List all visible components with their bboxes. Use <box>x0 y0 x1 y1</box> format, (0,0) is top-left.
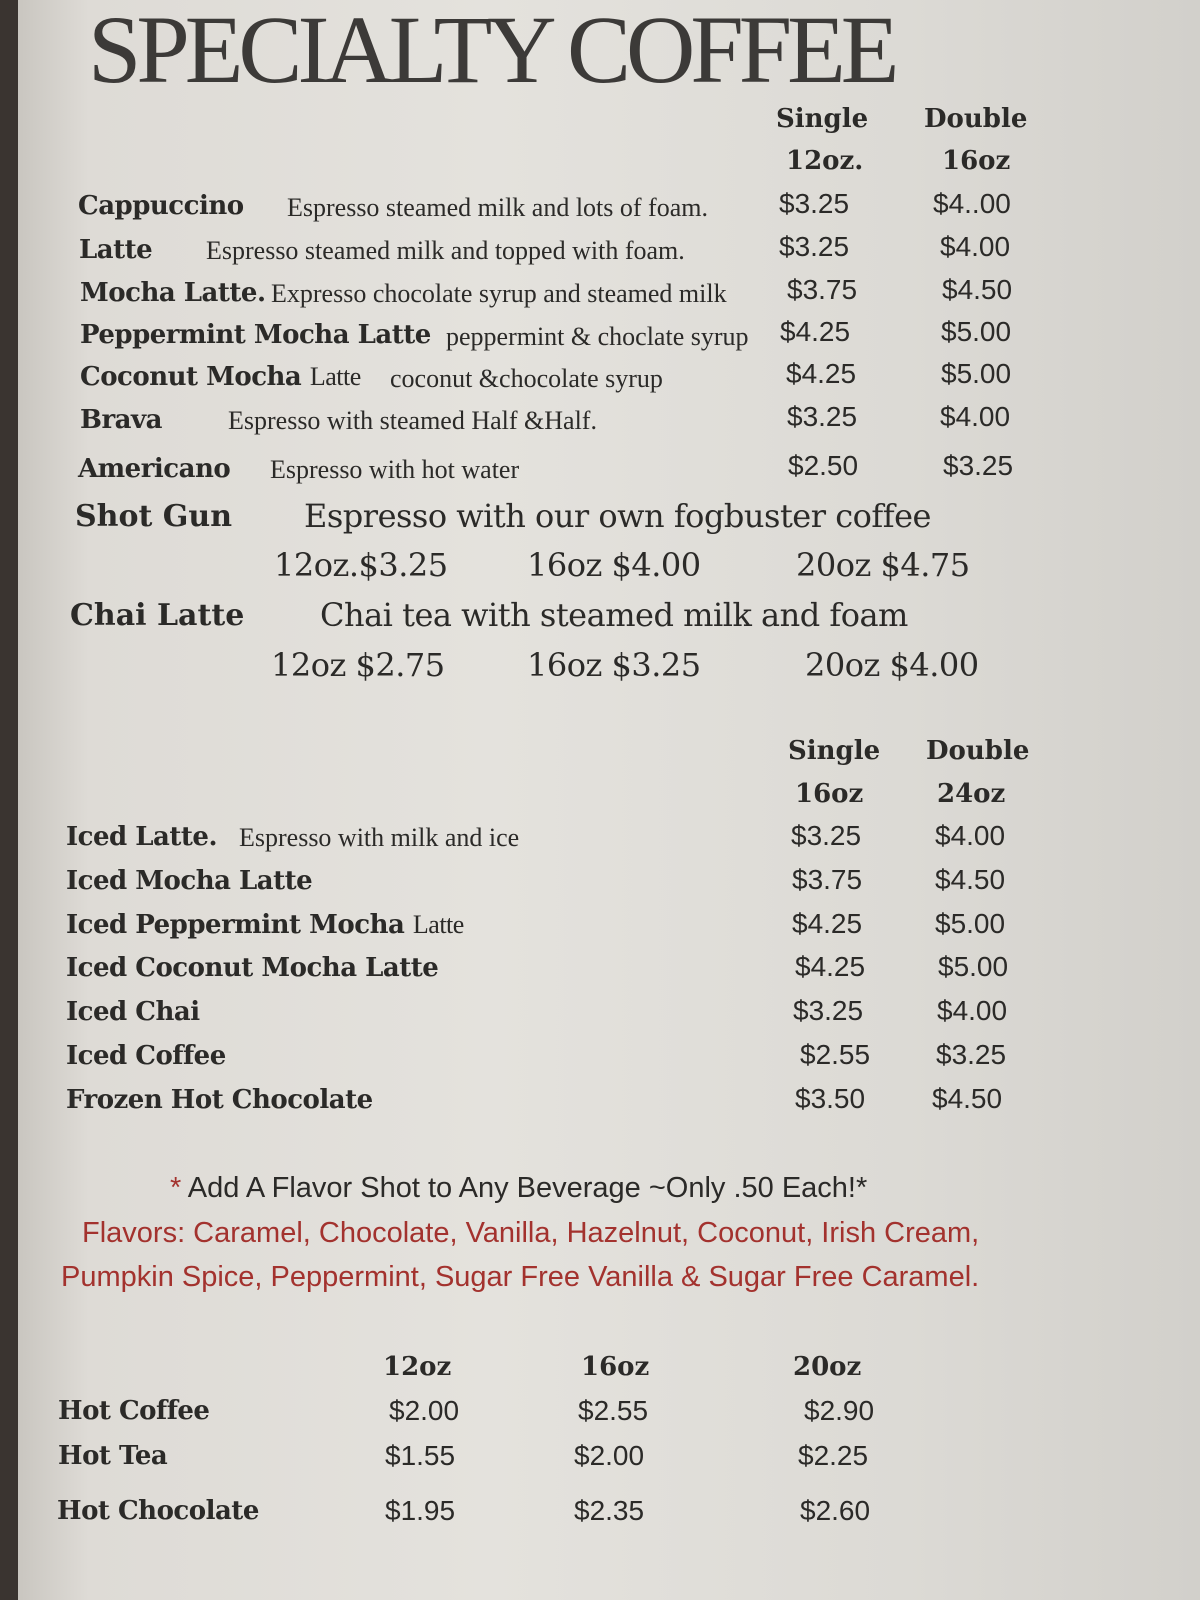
single-price: $4.25 <box>786 358 857 389</box>
chai-latte-name: Chai Latte <box>70 598 245 633</box>
item-description: Expresso chocolate syrup and steamed milk <box>271 279 727 308</box>
item-name: Frozen Hot Chocolate <box>66 1085 373 1115</box>
item-name: Iced Mocha Latte <box>66 866 313 896</box>
flavors-line-2: Pumpkin Spice, Peppermint, Sugar Free Vanilla & Sugar Free Caramel. <box>61 1261 980 1293</box>
single-price: $2.55 <box>800 1039 871 1070</box>
shot-gun-size-12oz: 12oz.$3.25 <box>274 546 448 584</box>
item-name: Brava <box>80 405 162 435</box>
chai-size-20oz: 20oz $4.00 <box>805 646 979 684</box>
flavors-line-1: Flavors: Caramel, Chocolate, Vanilla, Hazelnut, Coconut, Irish Cream, <box>82 1217 980 1249</box>
item-description: Espresso with steamed Half &Half. <box>228 406 597 435</box>
double-price: $5.00 <box>941 358 1012 389</box>
double-price: $4..00 <box>933 188 1011 219</box>
iced-double-header: Double <box>926 736 1030 766</box>
price-16oz: $2.55 <box>578 1395 649 1426</box>
single-size-header: 12oz. <box>786 146 864 176</box>
price-16oz: $2.00 <box>574 1440 645 1471</box>
item-name: Iced Peppermint Mocha Latte <box>66 910 464 940</box>
single-price: $3.25 <box>791 820 862 851</box>
price-12oz: $2.00 <box>389 1395 460 1426</box>
single-price: $3.25 <box>779 231 850 262</box>
item-name: Hot Coffee <box>58 1396 210 1426</box>
item-description: Espresso steamed milk and topped with foam. <box>206 236 685 265</box>
price-20oz: $2.90 <box>804 1395 875 1426</box>
item-description: Espresso with milk and ice <box>239 823 520 852</box>
item-description: Espresso with hot water <box>270 455 520 484</box>
chai-size-12oz: 12oz $2.75 <box>271 646 445 684</box>
double-header: Double <box>924 104 1028 134</box>
single-price: $3.25 <box>787 401 858 432</box>
item-name: Iced Chai <box>66 997 200 1027</box>
single-header: Single <box>776 104 869 134</box>
single-price: $3.75 <box>787 274 858 305</box>
size-header-20oz: 20oz <box>793 1352 862 1382</box>
double-price: $5.00 <box>935 908 1006 939</box>
item-name: Hot Chocolate <box>57 1496 259 1526</box>
single-price: $3.75 <box>792 864 863 895</box>
price-20oz: $2.25 <box>798 1440 869 1471</box>
single-price: $3.25 <box>793 995 864 1026</box>
double-price: $5.00 <box>941 316 1012 347</box>
item-name: Hot Tea <box>58 1441 168 1471</box>
price-12oz: $1.55 <box>385 1440 456 1471</box>
shot-gun-size-20oz: 20oz $4.75 <box>796 546 970 584</box>
double-price: $4.00 <box>940 231 1011 262</box>
item-name: Iced Coconut Mocha Latte <box>66 953 439 983</box>
iced-single-header: Single <box>788 736 881 766</box>
double-price: $4.00 <box>935 820 1006 851</box>
double-price: $3.25 <box>943 450 1014 481</box>
price-20oz: $2.60 <box>800 1495 871 1526</box>
iced-double-size-header: 24oz <box>937 779 1006 809</box>
single-price: $3.50 <box>795 1083 866 1114</box>
shot-gun-size-16oz: 16oz $4.00 <box>527 546 701 584</box>
double-price: $4.50 <box>942 274 1013 305</box>
item-name: Iced Coffee <box>66 1041 226 1071</box>
shot-gun-name: Shot Gun <box>75 499 233 534</box>
item-name: Cappuccino <box>78 191 244 221</box>
double-price: $4.00 <box>937 995 1008 1026</box>
double-price: $4.00 <box>940 401 1011 432</box>
single-price: $3.25 <box>779 188 850 219</box>
double-size-header: 16oz <box>942 146 1011 176</box>
double-price: $3.25 <box>936 1039 1007 1070</box>
item-description: peppermint & choclate syrup <box>446 322 749 351</box>
single-price: $4.25 <box>792 908 863 939</box>
flavor-shot-note: * Add A Flavor Shot to Any Beverage ~Only .50 Each!* <box>170 1172 868 1204</box>
item-name: Peppermint Mocha Latte <box>80 320 431 350</box>
item-description: Espresso steamed milk and lots of foam. <box>287 193 708 222</box>
size-header-12oz: 12oz <box>383 1352 452 1382</box>
item-name: Latte <box>79 235 153 265</box>
item-name: Iced Latte. <box>66 822 218 852</box>
single-price: $4.25 <box>780 316 851 347</box>
menu-title: SPECIALTY COFFEE <box>88 0 895 103</box>
double-price: $4.50 <box>935 864 1006 895</box>
item-description: coconut &chocolate syrup <box>390 364 663 393</box>
shot-gun-description: Espresso with our own fogbuster coffee <box>304 497 931 535</box>
item-name: Mocha Latte. <box>80 278 266 308</box>
price-12oz: $1.95 <box>385 1495 456 1526</box>
price-16oz: $2.35 <box>574 1495 645 1526</box>
item-name: Americano <box>78 454 231 484</box>
single-price: $2.50 <box>788 450 859 481</box>
double-price: $5.00 <box>938 951 1009 982</box>
double-price: $4.50 <box>932 1083 1003 1114</box>
iced-single-size-header: 16oz <box>795 779 864 809</box>
single-price: $4.25 <box>795 951 866 982</box>
chai-latte-description: Chai tea with steamed milk and foam <box>320 596 908 634</box>
chai-size-16oz: 16oz $3.25 <box>527 646 701 684</box>
item-name: Coconut Mocha Latte <box>80 362 361 392</box>
size-header-16oz: 16oz <box>581 1352 650 1382</box>
